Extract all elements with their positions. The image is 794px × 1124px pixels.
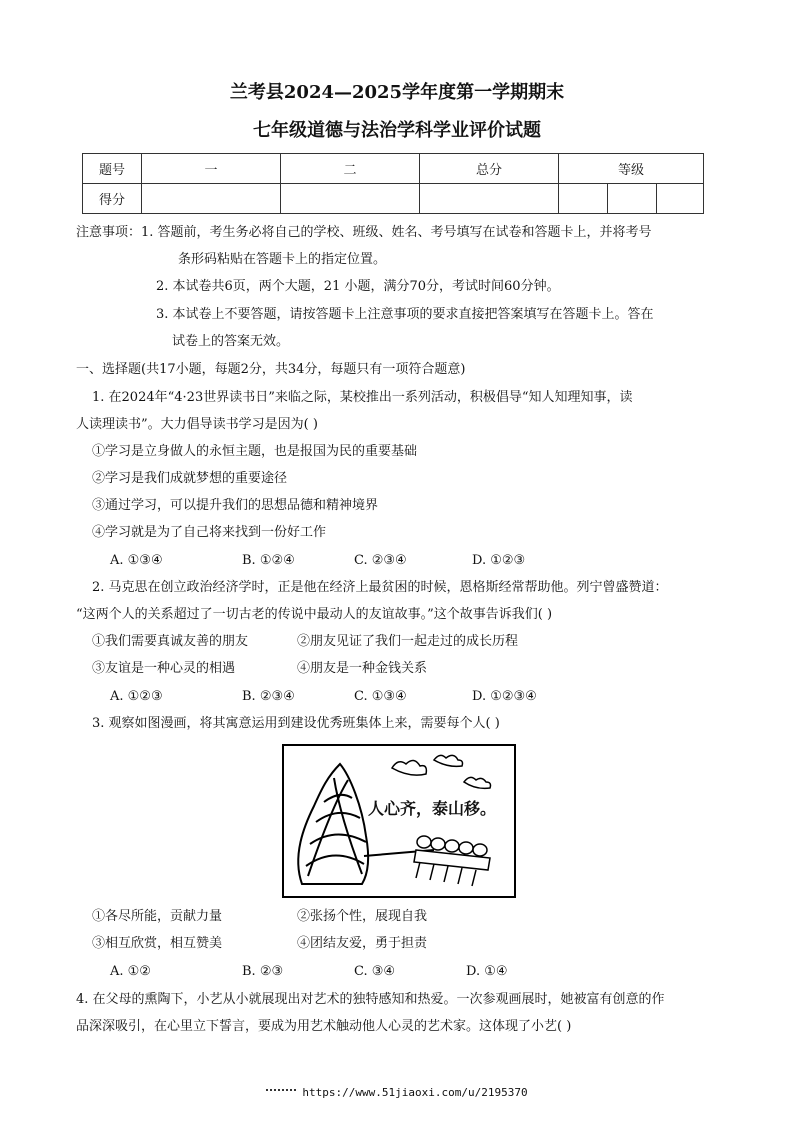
q3-option-a[interactable]: A. ①② [110,964,151,979]
score-table-header-cell: 总分 [420,154,559,184]
notes-label: 注意事项： [76,225,142,240]
q2-option-a[interactable]: A. ①②③ [110,689,163,704]
q1-stem-line1: 1. 在2024年“4·23世界读书日”来临之际，某校推出一系列活动，积极倡导“知人知理知事，读 [92,390,633,405]
cloud-icon [434,755,463,766]
score-table-header-cell: 等级 [559,154,704,184]
score-table-header-cell: 一 [142,154,281,184]
q3-statement-2: ②张扬个性，展现自我 [297,909,428,924]
q2-option-d[interactable]: D. ①②③④ [472,689,537,704]
q2-stem-line1: 2. 马克思在创立政治经济学时，正是他在经济上最贫困的时候，恩格斯经常帮助他。列宁曾盛赞道： [92,580,668,595]
score-cell[interactable] [608,184,657,214]
q1-statement-4: ④学习就是为了自己将来找到一份好工作 [92,525,327,540]
q2-statement-3: ③友谊是一种心灵的相遇 [92,661,236,676]
score-cell[interactable] [281,184,420,214]
q1-statement-2: ②学习是我们成就梦想的重要途径 [92,471,288,486]
score-cell[interactable] [657,184,704,214]
q2-option-c[interactable]: C. ①③④ [354,689,407,704]
score-cell[interactable] [420,184,559,214]
notes-item3-line2: 试卷上的答案无效。 [172,334,290,349]
q3-option-b[interactable]: B. ②③ [242,964,284,979]
score-cell[interactable] [142,184,281,214]
exam-title-line2: 七年级道德与法治学科学业评价试题 [253,120,541,141]
q1-option-a[interactable]: A. ①③④ [110,553,163,568]
q2-statement-4: ④朋友是一种金钱关系 [297,661,428,676]
section1-heading: 一、选择题(共17小题，每题2分，共34分，每题只有一项符合题意) [76,362,466,377]
q4-stem-line2: 品深深吸引，在心里立下誓言，要成为用艺术触动他人心灵的艺术家。这体现了小艺( ) [76,1019,572,1034]
score-table-header-cell: 二 [281,154,420,184]
score-table [82,153,704,214]
q3-option-d[interactable]: D. ①④ [466,964,508,979]
q1-statement-3: ③通过学习，可以提升我们的思想品德和精神境界 [92,498,379,513]
exam-title-line1: 兰考县2024—2025学年度第一学期期末 [229,82,565,103]
q3-statement-1: ①各尽所能，贡献力量 [92,909,223,924]
notes-item1-line2: 条形码粘贴在答题卡上的指定位置。 [178,252,387,267]
q3-statement-4: ④团结友爱，勇于担责 [297,936,428,951]
score-table-header-cell: 题号 [83,154,142,184]
score-table-row-label: 得分 [83,184,142,214]
score-cell[interactable] [559,184,608,214]
q3-cartoon [282,744,516,898]
q2-statement-1: ①我们需要真诚友善的朋友 [92,634,249,649]
q3-option-c[interactable]: C. ③④ [354,964,396,979]
people-pulling-icon [414,836,490,886]
q4-stem-line1: 4. 在父母的熏陶下，小艺从小就展现出对艺术的独特感知和热爱。一次参观画展时，她被富有创意的作 [76,992,665,1007]
q1-option-d[interactable]: D. ①②③ [472,553,526,568]
cloud-icon [392,760,426,775]
notes-item1-line1: 注意事项：1. 答题前，考生务必将自己的学校、班级、姓名、考号填写在试卷和答题卡上，并将考号 [76,225,652,240]
footer-url[interactable]: https://www.51jiaoxi.com/u/2195370 [0,1086,794,1099]
q3-stem: 3. 观察如图漫画，将其寓意运用到建设优秀班集体上来，需要每个人( ) [92,716,500,731]
q1-statement-1: ①学习是立身做人的永恒主题，也是报国为民的重要基础 [92,444,418,459]
cartoon-drawing [284,746,514,896]
cartoon-caption: 人心齐，泰山移。 [368,799,497,818]
notes-item3-line1: 3. 本试卷上不要答题，请按答题卡上注意事项的要求直接把答案填写在答题卡上。答在 [156,307,654,322]
q2-option-b[interactable]: B. ②③④ [242,689,295,704]
q1-option-c[interactable]: C. ②③④ [354,553,407,568]
q2-stem-line2: “这两个人的关系超过了一切古老的传说中最动人的友谊故事。”这个故事告诉我们( ) [76,607,553,622]
cloud-icon [464,777,491,788]
q1-stem-line2: 人读理读书”。大力倡导读书学习是因为( ) [76,417,318,432]
q2-statement-2: ②朋友见证了我们一起走过的成长历程 [297,634,519,649]
q1-option-b[interactable]: B. ①②④ [242,553,295,568]
footer-watermark-icon [266,1089,296,1097]
q3-statement-3: ③相互欣赏，相互赞美 [92,936,223,951]
mountain-icon [298,764,368,884]
notes-item2: 2. 本试卷共6页，两个大题，21 小题，满分70分，考试时间60分钟。 [156,279,560,294]
